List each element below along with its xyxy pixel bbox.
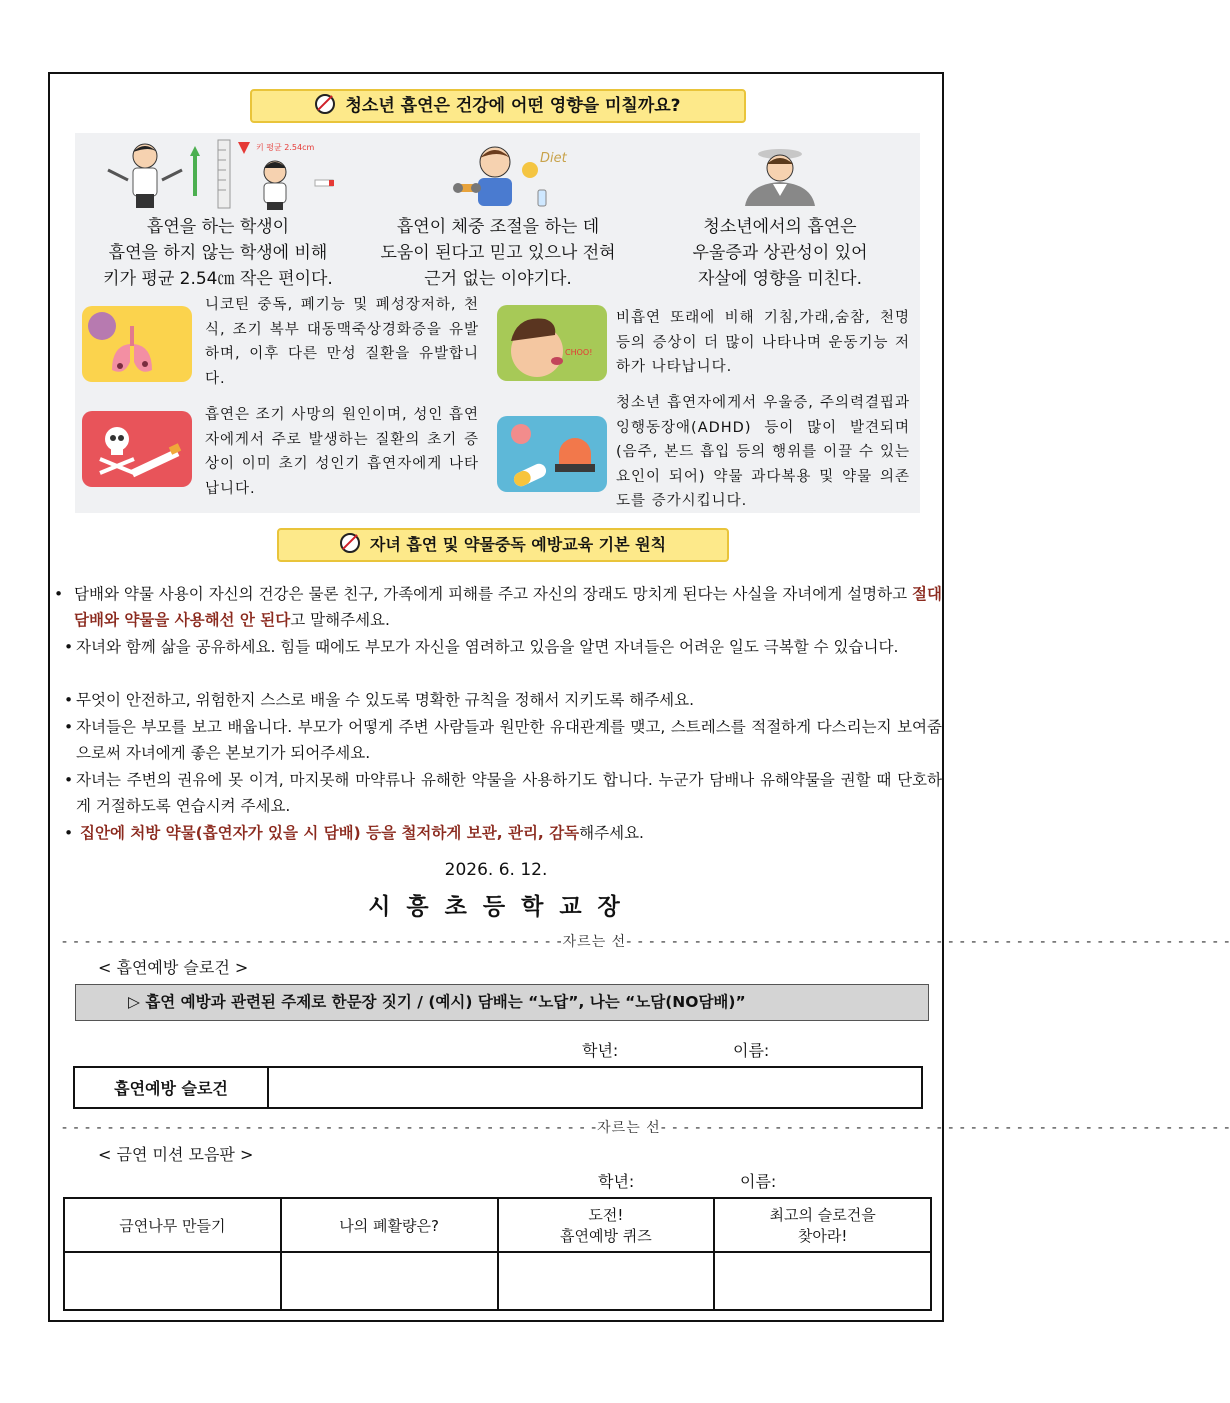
slogan-grade-label: 학년: xyxy=(582,1041,619,1060)
principle-item: • 무엇이 안전하고, 위험한지 스스로 배울 수 있도록 명확한 규칙을 정해서 지키도록 해주세요. xyxy=(64,691,695,709)
principles-banner xyxy=(277,528,729,562)
principle-item: • 집안에 처방 약물(흡연자가 있을 시 담배) 등을 철저하게 보관, 관리, 감독해주세요. xyxy=(64,824,644,842)
short-student-illustration xyxy=(100,138,340,210)
mission-name-label: 이름: xyxy=(740,1172,777,1191)
mission-cell[interactable] xyxy=(498,1252,715,1310)
coughing-person-icon xyxy=(497,305,607,381)
diet-student-illustration xyxy=(450,140,580,210)
mission-header-tree: 금연나무 만들기 xyxy=(64,1198,281,1252)
caption-depression: 청소년에서의 흡연은 우울증과 상관성이 있어 자살에 영향을 미친다. xyxy=(692,217,868,289)
cut-line: - - - - - - - - - - - - - - - - - - - - - - - - - - - - - - - - - - - - - - - - - - - -자르는 선- - - - - - - - - - - - - - - - - - - - - - - - - - - - - - - - - - - - - - - - - - - - - - - - - - - - - xyxy=(62,934,1230,950)
effect-text-cough: 비흡연 또래에 비해 기침,가래,숨참, 천명 등의 증상이 더 많이 나타나며 운동기능 저하가 나타납니다. xyxy=(616,310,910,375)
mission-grade-label: 학년: xyxy=(598,1172,635,1191)
mission-cell[interactable] xyxy=(64,1252,281,1310)
slogan-section-title: < 흡연예방 슬로건 > xyxy=(98,958,249,977)
diet-tag: Diet xyxy=(540,151,567,166)
slogan-row-label: 흡연예방 슬로건 xyxy=(74,1067,268,1108)
mission-cell[interactable] xyxy=(281,1252,498,1310)
effect-text-early-death: 흡연은 조기 사망의 원인이며, 성인 흡연자에게서 주로 발생하는 질환의 초기 증상이 이미 초기 성인기 흡연자에게 나타납니다. xyxy=(205,407,479,497)
header-banner xyxy=(250,89,746,123)
no-smoking-icon xyxy=(340,533,360,553)
principle-item: • 자녀들은 부모를 보고 배웁니다. 부모가 어떻게 주변 사람들과 원만한 유대관계를 맺고, 스트레스를 적절하게 다스리는지 보여줌으로써 자녀에게 좋은 본보기가 되어주세요. xyxy=(64,718,942,762)
caption-height: 흡연을 하는 학생이 흡연을 하지 않는 학생에 비해 키가 평균 2.54㎝ 작은 편이다. xyxy=(103,217,333,289)
depressed-student-illustration xyxy=(735,140,825,210)
slogan-name-label: 이름: xyxy=(733,1041,770,1060)
mission-cell[interactable] xyxy=(714,1252,931,1310)
pills-alarm-icon xyxy=(497,416,607,492)
principle-highlight: 절대 담배와 약물을 사용해선 안 된다 xyxy=(74,585,942,629)
cough-tag: CHOO! xyxy=(565,348,593,357)
mission-header-slogan: 최고의 슬로건을 찾아라! xyxy=(714,1198,931,1252)
school-signature: 시 흥 초 등 학 교 장 xyxy=(368,894,624,920)
slogan-table xyxy=(73,1066,923,1109)
slogan-input-cell[interactable] xyxy=(268,1067,922,1108)
cut-line: - - - - - - - - - - - - - - - - - - - - - - - - - - - - - - - - - - - - - - - - - - - - - - -자르는 선- - - - - - - - - - - - - - - - - - - - - - - - - - - - - - - - - - - - - - - - - - - - - - - - - - xyxy=(62,1120,1230,1136)
skull-cigarette-icon xyxy=(82,411,192,487)
effect-text-adhd: 청소년 흡연자에게서 우울증, 주의력결핍과잉행동장애(ADHD) 등이 많이 발견되며(음주, 본드 흡입 등의 행위를 이끌 수 있는 요인이 되어) 약물 과다복용 및 약물 의존도를 증가시킵니다. xyxy=(616,395,910,509)
slogan-instruction: ▷ 흡연 예방과 관련된 주제로 한문장 짓기 / (예시) 담배는 “노답”, 나는 “노담(NO담배)” xyxy=(75,984,929,1021)
effect-text-lungs: 니코틴 중독, 폐기능 및 폐성장저하, 천식, 조기 복부 대동맥죽상경화증을 유발하며, 이후 다른 만성 질환을 유발합니다. xyxy=(205,297,479,387)
principle-item: • 자녀와 함께 삶을 공유하세요. 힘들 때에도 부모가 자신을 염려하고 있음을 알면 자녀들은 어려운 일도 극복할 수 있습니다. xyxy=(64,638,899,656)
mission-section-title: < 금연 미션 모음판 > xyxy=(98,1145,254,1164)
principle-item: • 담배와 약물 사용이 자신의 건강은 물론 친구, 가족에게 피해를 주고 자신의 장래도 망치게 된다는 사실을 자녀에게 설명하고 절대 담배와 약물을 사용해선 안 된다고 말해주세요. xyxy=(54,585,942,629)
document-date: 2026. 6. 12. xyxy=(444,860,548,880)
caption-diet: 흡연이 체중 조절을 하는 데 도움이 된다고 믿고 있으나 전혀 근거 없는 이야기다. xyxy=(380,217,616,289)
height-tag: 키 평균 2.54cm xyxy=(256,143,315,152)
lungs-icon xyxy=(82,306,192,382)
mission-board-table xyxy=(63,1197,932,1311)
mission-header-quiz: 도전! 흡연예방 퀴즈 xyxy=(498,1198,715,1252)
principles-banner-text: 자녀 흡연 및 약물중독 예방교육 기본 원칙 xyxy=(369,535,667,554)
header-banner-text: 청소년 흡연은 건강에 어떤 영향을 미칠까요? xyxy=(345,96,681,116)
mission-header-lung-capacity: 나의 폐활량은? xyxy=(281,1198,498,1252)
principle-item: • 자녀는 주변의 권유에 못 이겨, 마지못해 마약류나 유해한 약물을 사용하기도 합니다. 누군가 담배나 유해약물을 권할 때 단호하게 거절하도록 연습시켜 주세요. xyxy=(64,771,942,815)
principle-highlight: 집안에 처방 약물(흡연자가 있을 시 담배) 등을 철저하게 보관, 관리, 감독 xyxy=(80,824,580,842)
no-smoking-icon xyxy=(315,94,335,114)
